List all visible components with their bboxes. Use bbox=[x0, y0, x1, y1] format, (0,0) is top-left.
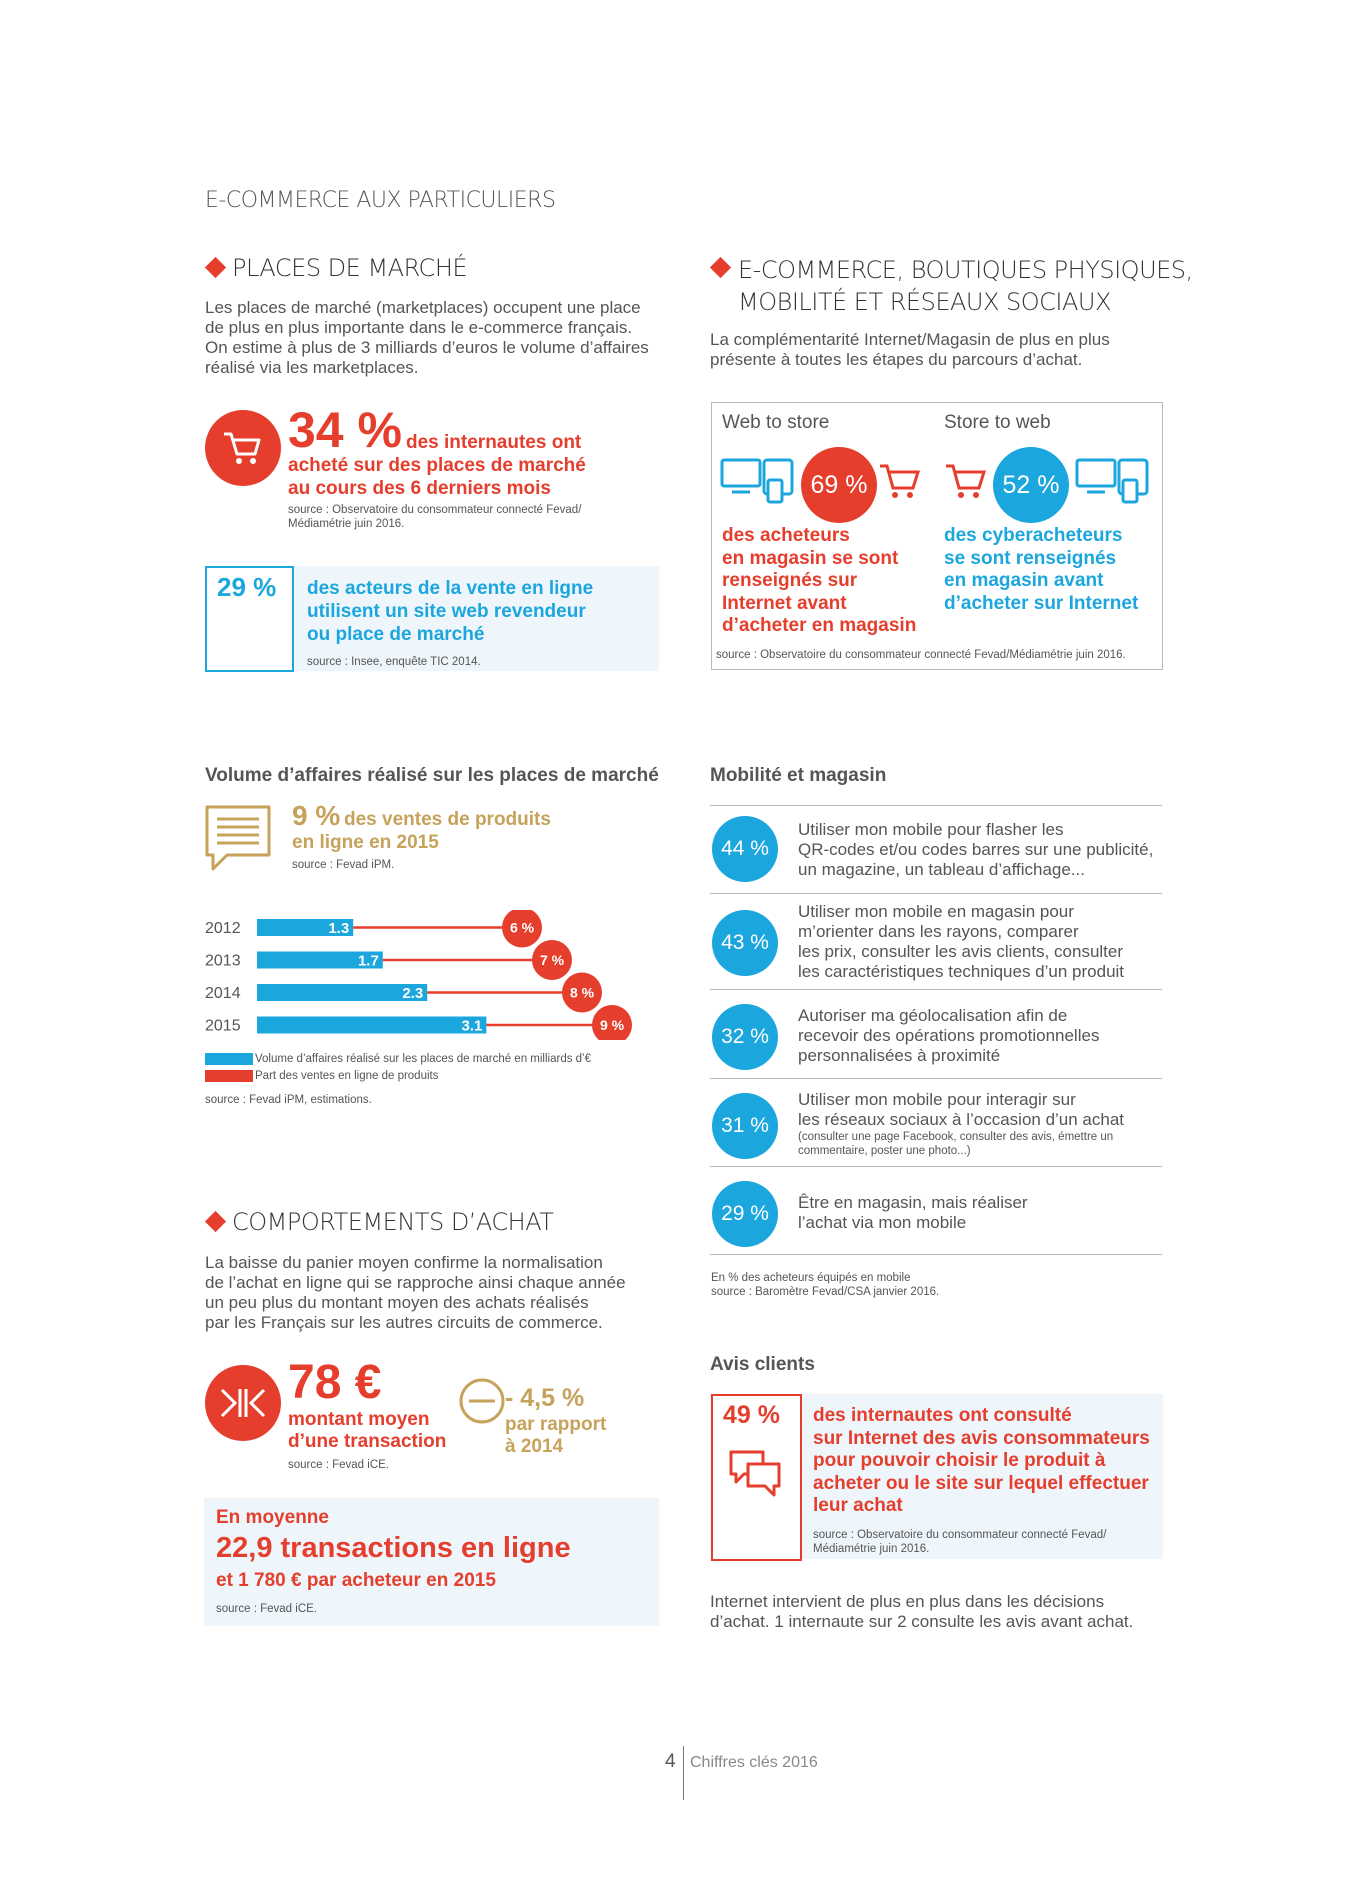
cart-icon bbox=[944, 458, 990, 502]
avis-closing: Internet intervient de plus en plus dans les décisions d’achat. 1 internaute sur 2 consulte les avis avant achat. bbox=[710, 1592, 1134, 1631]
cart-circle-icon bbox=[205, 410, 281, 486]
year-label: 2013 bbox=[205, 952, 241, 970]
shrink-arrows-circle-icon bbox=[205, 1365, 281, 1441]
legend-blue-label: Volume d’affaires réalisé sur les places de marché en milliards d’€ bbox=[255, 1053, 592, 1065]
stat-29-value: 29 % bbox=[217, 572, 277, 602]
year-label: 2015 bbox=[205, 1017, 241, 1035]
diamond-bullet-icon bbox=[205, 257, 226, 278]
mobile-32-circle bbox=[712, 1004, 778, 1070]
stat-34-source: source : Observatoire du consommateur connecté Fevad/ Médiamétrie juin 2016. bbox=[288, 504, 582, 530]
store-to-web-circle bbox=[993, 447, 1069, 523]
web-to-store-text: des acheteurs en magasin se sont renseignés sur Internet avant d’acheter en magasin bbox=[722, 525, 917, 636]
mobile-43-circle bbox=[712, 910, 778, 976]
mobile-divider bbox=[710, 1254, 1162, 1255]
year-label: 2014 bbox=[205, 985, 241, 1002]
diamond-bullet-icon bbox=[205, 1211, 226, 1232]
volume-stat-text-a: des ventes de produits bbox=[344, 809, 551, 830]
mobile-divider bbox=[710, 989, 1162, 990]
volume-stat-value: 9 % bbox=[292, 800, 341, 831]
legend-red-label: Part des ventes en ligne de produits bbox=[255, 1070, 439, 1082]
stat-34-text-b: acheté sur des places de marché bbox=[288, 455, 586, 476]
mobile-43-text: Utiliser mon mobile en magasin pour m’orienter dans les rayons, comparer les prix, consulter les avis clients, consulter les caractéristiques techniques d’un produit bbox=[798, 902, 1125, 981]
mobile-44-text: Utiliser mon mobile pour flasher les QR-codes et/ou codes barres sur une publicité, un magazine, un tableau d’affichage... bbox=[798, 820, 1154, 879]
mobile-29-circle bbox=[712, 1181, 778, 1247]
web-to-store-label: Web to store bbox=[722, 412, 830, 433]
mobile-title: Mobilité et magasin bbox=[710, 765, 887, 786]
volume-stat-text-b: en ligne en 2015 bbox=[292, 832, 439, 853]
mobile-32-value: 32 % bbox=[721, 1025, 769, 1048]
stat-34-text-c: au cours des 6 derniers mois bbox=[288, 478, 551, 499]
avis-source: source : Observatoire du consommateur connecté Fevad/ Médiamétrie juin 2016. bbox=[813, 1529, 1107, 1555]
chat-bubbles-icon bbox=[728, 1449, 782, 1501]
store-to-web-label: Store to web bbox=[944, 412, 1051, 433]
change-text: par rapport à 2014 bbox=[505, 1414, 607, 1457]
mobile-31-text: Utiliser mon mobile pour interagir sur les réseaux sociaux à l’occasion d’un achat (consulter une page Facebook, consulter des avis, émettre un commentaire, poster une photo...) bbox=[798, 1090, 1125, 1157]
amount-value: 78 € bbox=[288, 1356, 382, 1409]
legend-blue-swatch bbox=[205, 1053, 253, 1065]
mobile-32-text: Autoriser ma géolocalisation afin de recevoir des opérations promotionnelles personnalisées à proximité bbox=[798, 1006, 1100, 1065]
transactions-line3: et 1 780 € par acheteur en 2015 bbox=[216, 1570, 496, 1591]
mobile-divider bbox=[710, 1078, 1162, 1079]
stat-34-text-a: des internautes ont bbox=[406, 432, 582, 453]
comport-intro: La baisse du panier moyen confirme la normalisation de l’achat en ligne qui se rapproche ainsi chaque année un peu plus du montant moyen des achats réalisés par les Français sur les autres circuits de commerce. bbox=[205, 1253, 626, 1332]
places-title: PLACES DE MARCHÉ bbox=[232, 254, 468, 282]
mobile-31-value: 31 % bbox=[721, 1114, 769, 1137]
web-to-store-value: 69 % bbox=[810, 470, 868, 499]
devices-icon bbox=[720, 456, 800, 504]
volume-bar-label: 1.3 bbox=[328, 920, 350, 937]
volume-bar-label: 2.3 bbox=[402, 985, 424, 1002]
avis-text: des internautes ont consulté sur Internet des avis consommateurs pour pouvoir choisir le produit à acheter ou le site sur lequel effectuer leur achat bbox=[813, 1405, 1150, 1516]
volume-bar-label: 1.7 bbox=[357, 952, 379, 970]
transactions-line1: En moyenne bbox=[216, 1507, 329, 1528]
footer-label: Chiffres clés 2016 bbox=[690, 1754, 818, 1771]
transactions-line2: 22,9 transactions en ligne bbox=[216, 1532, 571, 1564]
stat-29-text: des acteurs de la vente en ligne utilisent un site web revendeur ou place de marché bbox=[307, 578, 594, 645]
mobile-29-value: 29 % bbox=[721, 1202, 769, 1225]
avis-title: Avis clients bbox=[710, 1354, 815, 1375]
comport-title: COMPORTEMENTS D’ACHAT bbox=[232, 1208, 554, 1236]
mobile-divider bbox=[710, 805, 1162, 806]
mobile-44-circle bbox=[712, 816, 778, 882]
store-to-web-value: 52 % bbox=[1002, 470, 1060, 499]
mobile-divider bbox=[710, 1166, 1162, 1167]
document-bubble-icon bbox=[205, 805, 271, 873]
volume-bar-label: 3.1 bbox=[461, 1017, 483, 1035]
web-to-store-circle bbox=[801, 447, 877, 523]
devices-icon bbox=[1075, 456, 1155, 504]
avis-value: 49 % bbox=[723, 1401, 780, 1429]
volume-source: source : Fevad iPM, estimations. bbox=[205, 1094, 372, 1106]
store-to-web-text: des cyberacheteurs se sont renseignés en magasin avant d’acheter sur Internet bbox=[944, 525, 1139, 614]
mobile-divider bbox=[710, 893, 1162, 894]
section-title: E-COMMERCE AUX PARTICULIERS bbox=[205, 188, 556, 213]
volume-title: Volume d’affaires réalisé sur les places de marché bbox=[205, 765, 659, 786]
ecom-source: source : Observatoire du consommateur connecté Fevad/Médiamétrie juin 2016. bbox=[716, 649, 1126, 661]
mobile-footnote: En % des acheteurs équipés en mobile source : Baromètre Fevad/CSA janvier 2016. bbox=[711, 1272, 940, 1298]
stat-34-value: 34 % bbox=[288, 402, 402, 458]
mobile-29-text: Être en magasin, mais réaliser l’achat via mon mobile bbox=[798, 1193, 1028, 1232]
places-intro: Les places de marché (marketplaces) occupent une place de plus en plus importante dans le e-commerce français. On estime à plus de 3 milliards d’euros le volume d’affaires réalisé via les marketplaces. bbox=[205, 298, 649, 377]
cart-icon bbox=[878, 458, 922, 502]
share-label: 9 % bbox=[599, 1017, 625, 1033]
share-label: 8 % bbox=[569, 984, 595, 1001]
legend-red-swatch bbox=[205, 1070, 253, 1082]
footer-divider bbox=[683, 1746, 684, 1800]
ecom-intro: La complémentarité Internet/Magasin de plus en plus présente à toutes les étapes du parcours d’achat. bbox=[710, 330, 1110, 369]
mobile-31-circle bbox=[712, 1093, 778, 1159]
volume-bar bbox=[257, 1017, 486, 1034]
mobile-44-value: 44 % bbox=[721, 837, 769, 860]
diamond-bullet-icon bbox=[710, 257, 731, 278]
ecom-title: E-COMMERCE, BOUTIQUES PHYSIQUES, MOBILITÉ ET RÉSEAUX SOCIAUX bbox=[738, 256, 1193, 316]
amount-text: montant moyen d’une transaction bbox=[288, 1409, 447, 1452]
mobile-43-value: 43 % bbox=[721, 931, 769, 954]
amount-source: source : Fevad iCE. bbox=[288, 1459, 389, 1471]
volume-bar-chart bbox=[200, 910, 670, 1040]
share-label: 6 % bbox=[509, 919, 535, 936]
stat-29-source: source : Insee, enquête TIC 2014. bbox=[307, 656, 481, 668]
year-label: 2012 bbox=[205, 920, 241, 937]
page-number: 4 bbox=[665, 1751, 676, 1772]
share-label: 7 % bbox=[539, 952, 565, 968]
volume-stat-source: source : Fevad iPM. bbox=[292, 859, 395, 871]
transactions-source: source : Fevad iCE. bbox=[216, 1603, 317, 1615]
minus-circle-icon bbox=[458, 1377, 510, 1427]
change-value: - 4,5 % bbox=[505, 1384, 585, 1412]
